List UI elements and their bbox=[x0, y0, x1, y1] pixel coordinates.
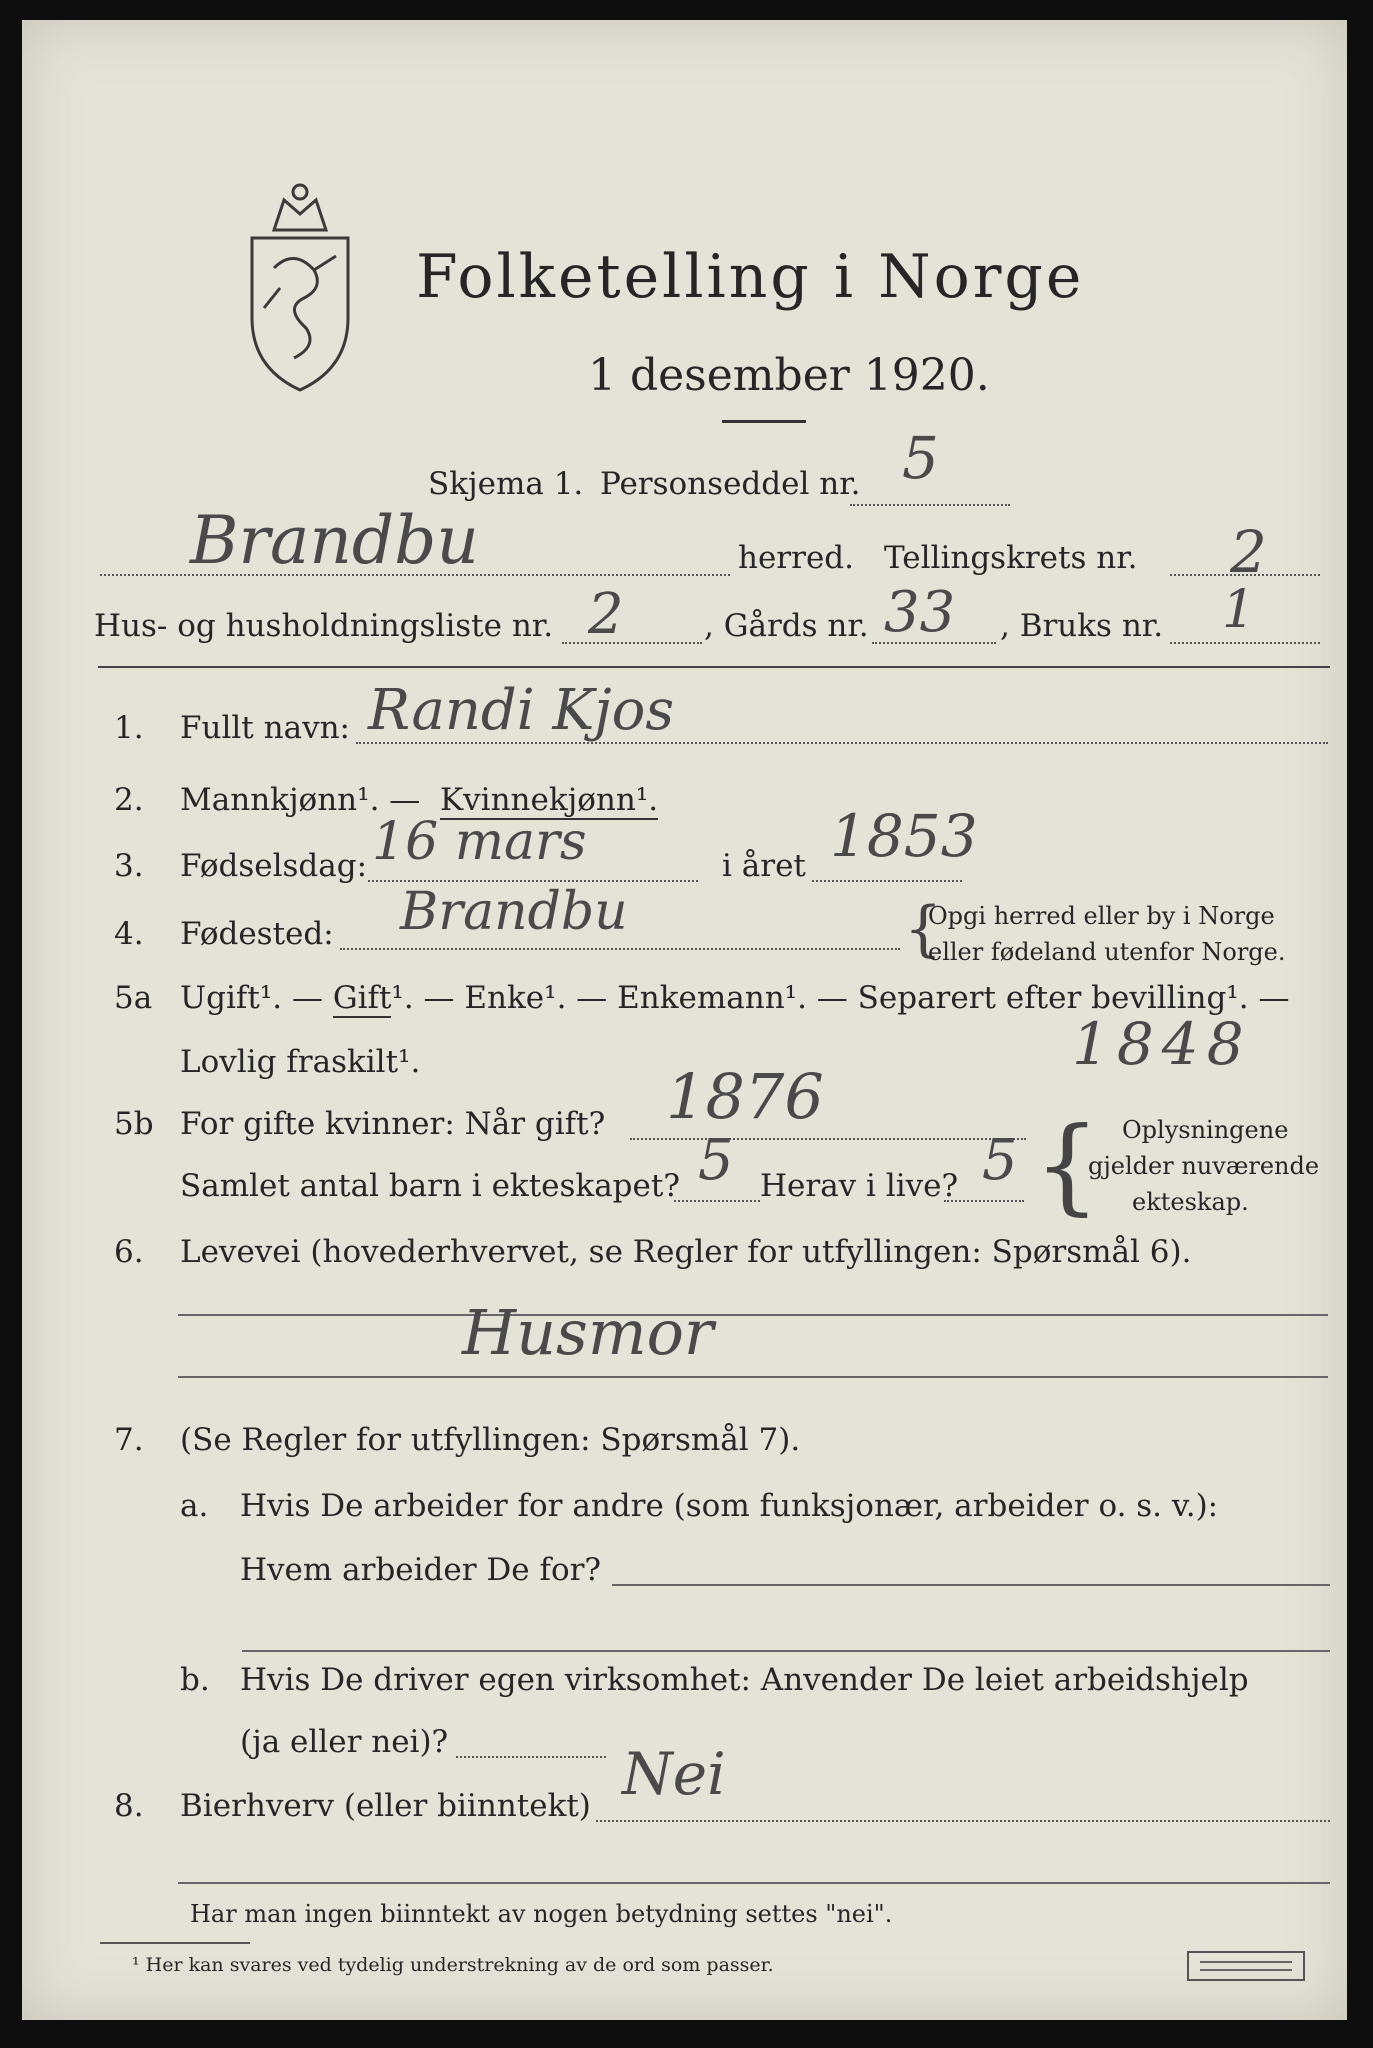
q4-note-line1: Opgi herred eller by i Norge bbox=[928, 902, 1275, 930]
q5b-note-line1: Oplysningene bbox=[1122, 1116, 1289, 1144]
q1-number: 1. bbox=[114, 710, 144, 746]
q8-number: 8. bbox=[114, 1788, 144, 1824]
herred-value: Brandbu bbox=[190, 502, 479, 579]
q2-kvinnekjonn[interactable]: Kvinnekjønn¹. bbox=[440, 782, 659, 818]
note-nei: Har man ingen biinntekt av nogen betydning settes "nei". bbox=[190, 1900, 893, 1928]
q5b-field[interactable] bbox=[630, 1138, 1026, 1140]
q3-year-value: 1853 bbox=[830, 802, 978, 870]
q6-value: Husmor bbox=[462, 1296, 714, 1369]
tellingskrets-label: Tellingskrets nr. bbox=[884, 540, 1138, 576]
personseddel-value: 5 bbox=[902, 424, 939, 492]
q7a-label: Hvis De arbeider for andre (som funksjonær, arbeider o. s. v.): bbox=[240, 1488, 1219, 1524]
q5b-live-label: Herav i live? bbox=[760, 1168, 959, 1204]
bruks-field[interactable] bbox=[1170, 642, 1320, 644]
husliste-field[interactable] bbox=[562, 642, 702, 644]
husliste-label: Hus- og husholdningsliste nr. bbox=[94, 608, 554, 644]
q4-value: Brandbu bbox=[400, 882, 628, 942]
q4-number: 4. bbox=[114, 916, 144, 952]
form-date: 1 desember 1920. bbox=[588, 350, 990, 401]
q4-label: Fødested: bbox=[180, 916, 334, 952]
q5b-value: 1876 bbox=[666, 1060, 824, 1133]
gards-label: , Gårds nr. bbox=[704, 608, 869, 644]
q5b-live-field[interactable] bbox=[944, 1200, 1024, 1202]
q3-year-label: i året bbox=[722, 848, 806, 884]
q7-number: 7. bbox=[114, 1422, 144, 1458]
q5a-number: 5a bbox=[114, 980, 153, 1016]
q6-field-2[interactable] bbox=[178, 1376, 1328, 1378]
q6-number: 6. bbox=[114, 1234, 144, 1270]
bruks-label: , Bruks nr. bbox=[1000, 608, 1164, 644]
q5b-live-value: 5 bbox=[982, 1128, 1018, 1193]
q5b-note-brace: { bbox=[1034, 1104, 1101, 1226]
q5b-label: For gifte kvinner: Når gift? bbox=[180, 1106, 606, 1142]
census-form-sheet bbox=[22, 20, 1347, 2020]
personseddel-field[interactable] bbox=[850, 504, 1010, 506]
q5a-gift[interactable]: Gift bbox=[332, 980, 392, 1016]
q3-label: Fødselsdag: bbox=[180, 848, 368, 884]
q5a-fraskilt[interactable]: Lovlig fraskilt¹. bbox=[180, 1044, 421, 1080]
footnote-divider bbox=[100, 1942, 250, 1944]
q3-value: 16 mars bbox=[372, 812, 587, 872]
q3-number: 3. bbox=[114, 848, 144, 884]
q4-note-brace: { bbox=[904, 894, 943, 964]
q8-label: Bierhverv (eller biinntekt) bbox=[180, 1788, 591, 1824]
q5b-note-line3: ekteskap. bbox=[1132, 1188, 1249, 1216]
q5b-barn-field[interactable] bbox=[674, 1200, 760, 1202]
q5b-number: 5b bbox=[114, 1106, 154, 1142]
personseddel-label: Personseddel nr. bbox=[600, 466, 861, 502]
q8-field[interactable] bbox=[596, 1820, 1330, 1822]
skjema-label: Skjema 1. bbox=[428, 466, 584, 502]
q5a-ugift[interactable]: Ugift¹. — bbox=[180, 980, 333, 1016]
q5b-barn-value: 5 bbox=[698, 1128, 734, 1193]
q8-value: Nei bbox=[622, 1740, 726, 1808]
q6-label: Levevei (hovederhvervet, se Regler for utfyllingen: Spørsmål 6). bbox=[180, 1234, 1192, 1270]
q7a-field-2[interactable] bbox=[242, 1650, 1330, 1652]
bruks-value: 1 bbox=[1222, 580, 1256, 640]
q1-value: Randi Kjos bbox=[368, 678, 675, 743]
herred-label: herred. bbox=[738, 540, 854, 576]
q7a-field-1[interactable] bbox=[612, 1584, 1330, 1586]
q4-field[interactable] bbox=[340, 948, 900, 950]
form-title: Folketelling i Norge bbox=[416, 242, 1085, 312]
q5a-rest: ¹. — Enke¹. — Enkemann¹. — Separert efter bevilling¹. — bbox=[391, 980, 1290, 1016]
q6-field-1[interactable] bbox=[178, 1314, 1328, 1316]
title-divider bbox=[722, 420, 806, 423]
q7b-field[interactable] bbox=[456, 1756, 606, 1758]
q5b-note-line2: gjelder nuværende bbox=[1088, 1152, 1320, 1180]
q5b-barn-label: Samlet antal barn i ekteskapet? bbox=[180, 1168, 680, 1204]
q8-field-2[interactable] bbox=[178, 1882, 1330, 1884]
q7a-letter: a. bbox=[180, 1488, 209, 1524]
footnote: ¹ Her kan svares ved tydelig understrekning av de ord som passer. bbox=[132, 1954, 774, 1976]
q7b-letter: b. bbox=[180, 1662, 210, 1698]
printer-stamp-icon bbox=[1186, 1950, 1306, 1982]
q7a-hvem-label: Hvem arbeider De for? bbox=[240, 1552, 602, 1588]
gards-value: 33 bbox=[884, 580, 956, 645]
header-separator bbox=[98, 666, 1330, 668]
q7-label: (Se Regler for utfyllingen: Spørsmål 7). bbox=[180, 1422, 801, 1458]
q3-year-field[interactable] bbox=[812, 880, 962, 882]
q2-mannkjonn: Mannkjønn¹. — bbox=[180, 782, 421, 818]
q7b-ja-nei-label: (ja eller nei)? bbox=[240, 1724, 449, 1760]
tellingskrets-value: 2 bbox=[1230, 518, 1267, 586]
q2-number: 2. bbox=[114, 782, 144, 818]
coat-of-arms-icon bbox=[244, 178, 356, 398]
q7b-label: Hvis De driver egen virksomhet: Anvender De leiet arbeidshjelp bbox=[240, 1662, 1249, 1698]
husliste-value: 2 bbox=[588, 582, 624, 647]
q5a-extra-year: 1848 bbox=[1072, 1010, 1252, 1078]
q1-label: Fullt navn: bbox=[180, 710, 350, 746]
q4-note-line2: eller fødeland utenfor Norge. bbox=[928, 938, 1286, 966]
